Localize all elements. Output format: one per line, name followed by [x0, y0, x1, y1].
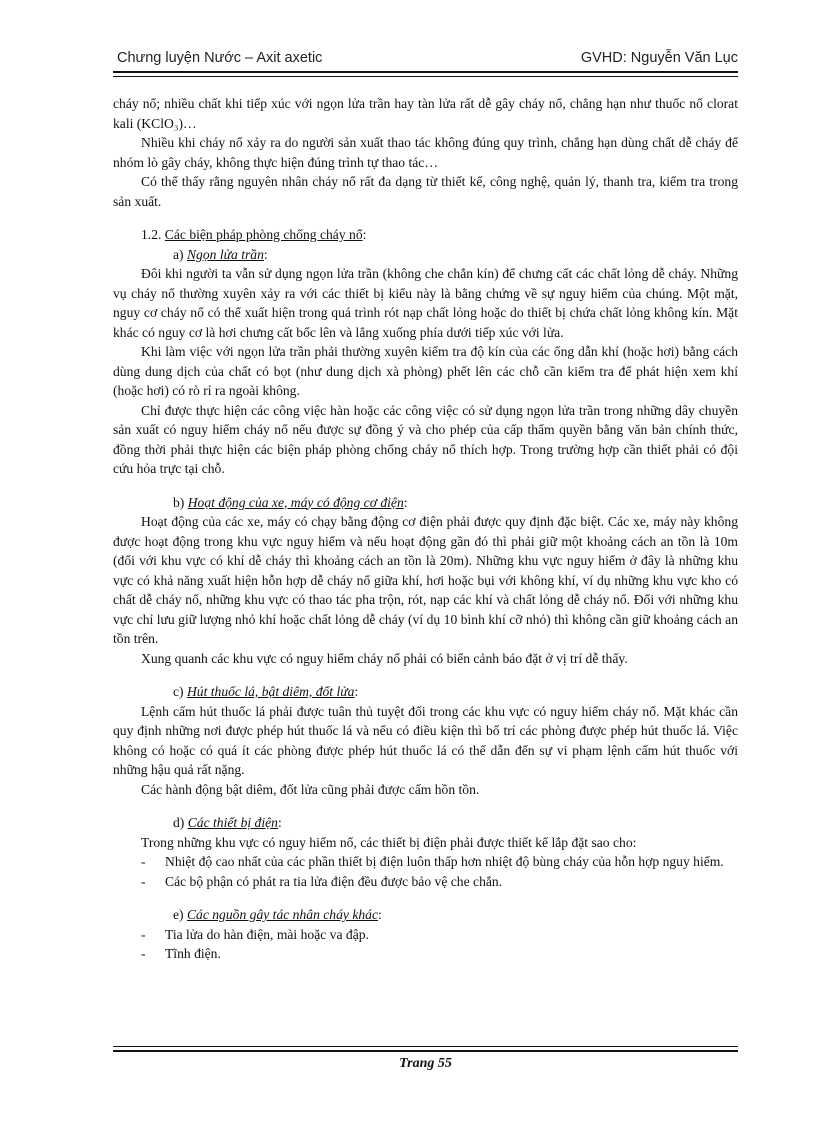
subheading-b-letter: b) — [173, 494, 185, 510]
subheading-c-colon: : — [354, 684, 359, 699]
bullet-text: Các bộ phận có phát ra tia lửa điện đều được bảo vệ che chắn. — [165, 873, 503, 889]
paragraph-d-1: Trong những khu vực có nguy hiểm nổ, các thiết bị điện phải được thiết kế lắp đặt sao cho: — [141, 834, 637, 850]
header-rule-thin — [113, 76, 738, 77]
paragraph-a-3: Chỉ được thực hiện các công việc hàn hoặc các công việc có sử dụng ngọn lửa trần trong những dây chuyền sản xuất có nguy hiểm cháy nổ nếu được sự đồng ý và cho phép của cấp thẩm quyền bằng văn bản chính thức, đồng thời phải thực hiện các biện pháp phòng chống cháy nổ thích hợp. Trong trường hợp cần thiết phải có đội cứu hỏa trực tại chỗ. — [113, 402, 738, 476]
bullet-dash: - — [141, 873, 146, 889]
subheading-c-title: Hút thuốc lá, bật diêm, đốt lửa — [186, 684, 355, 699]
section-colon: : — [362, 227, 367, 242]
paragraph-a-1: Đôi khi người ta vẫn sử dụng ngọn lửa trần (không che chắn kín) để chưng cất các chất lỏng dễ cháy. Những vụ cháy nổ thường xuyên xảy ra với các thiết bị kiểu này là bằng chứng về sự nguy hiểm của chúng. Một mặt, nguy cơ cháy nổ có thể xuất hiện trong quá trình rót nạp chất lỏng hoặc do thiết bị chứa chất lỏng không kín. Mặt khác có nguy cơ là hơi chưng cất bốc lên và lắng xuống phía dưới tiếp xúc với lửa. — [113, 266, 738, 340]
section-number: 1.2. — [141, 227, 162, 242]
page-header — [113, 48, 738, 70]
footer-rule-thick — [113, 1050, 738, 1052]
subheading-a — [113, 245, 738, 265]
subheading-b-colon: : — [403, 494, 408, 510]
section-heading-1-2 — [113, 225, 738, 245]
subheading-a-letter: a) — [173, 246, 184, 262]
paragraph-c-2: Các hành động bật diêm, đốt lửa cũng phải được cấm hồn tồn. — [141, 781, 480, 797]
footer-rule-thin — [113, 1046, 738, 1047]
subheading-b — [113, 493, 738, 513]
list-item — [113, 852, 738, 872]
subheading-e — [113, 905, 738, 925]
subheading-e-letter: e) — [173, 907, 184, 922]
subheading-b-title: Hoạt động của xe, máy có động cơ điện — [187, 494, 404, 510]
paragraph-operator-error: Nhiều khi cháy nổ xảy ra do người sản xuất thao tác không đúng quy trình, chẳng hạn dùng chất dễ cháy để nhóm lò gây cháy, không thực hiện đúng trình tự thao tác… — [113, 135, 738, 170]
section-title: Các biện pháp phòng chống cháy nổ — [164, 227, 363, 242]
page-body — [113, 94, 738, 964]
bullet-dash: - — [141, 926, 146, 942]
subheading-a-title: Ngọn lửa trần — [186, 246, 264, 262]
subheading-e-colon: : — [378, 907, 382, 922]
bullet-text: Tia lửa do hàn điện, mài hoặc va đập. — [165, 926, 369, 942]
subheading-d-letter: d) — [173, 815, 185, 830]
subheading-d-title: Các thiết bị điện — [187, 815, 278, 830]
page-number: Trang 55 — [399, 1056, 452, 1071]
subheading-a-colon: : — [263, 246, 268, 262]
paragraph-b-1: Hoạt động của các xe, máy có chạy bằng động cơ điện phải được quy định đặc biệt. Các xe, máy này không được hoạt động trong khu vực nguy hiểm và nếu hoạt động gần đó thì phải giữ một khoảng cách an tồn là 10m (đối với khu vực có khí dễ cháy thì khoảng cách an tồn là 20m). Những khu vực nguy hiểm ở đây là những khu vực có khả năng xuất hiện hỗn hợp dễ cháy nổ giữa khí, hơi hoặc bụi với không khí, ví dụ những khu vực kho có chất dễ cháy nổ, những khu vực có thao tác pha trộn, rót, nạp các khí và chất lỏng dễ cháy nổ. Đối với những khu vực chỉ lưu giữ lượng nhỏ khí hoặc chất lỏng dễ cháy (ví dụ 10 bình khí cỡ nhỏ) thì không cần giữ khoảng cách an tồn trên. — [113, 514, 738, 646]
list-item — [113, 872, 738, 892]
bullet-dash: - — [141, 946, 146, 961]
paragraph-a-2: Khi làm việc với ngọn lửa trần phải thường xuyên kiểm tra độ kín của các ống dẫn khí (hoặc hơi) bằng cách dùng dung dịch của chất có bọt (như dung dịch xà phòng) phết lên các chỗ cần kiểm tra để phát hiện xem khí (hoặc hơi) có rò rỉ ra ngoài không. — [113, 344, 738, 398]
subheading-e-title: Các nguồn gây tác nhân cháy khác — [186, 907, 378, 922]
bullet-text: Nhiệt độ cao nhất của các phần thiết bị điện luôn thấp hơn nhiệt độ bùng cháy của hỗn hợp nguy hiểm. — [165, 854, 724, 869]
paragraph-b-2: Xung quanh các khu vực có nguy hiểm cháy nổ phải có biển cảnh báo đặt ở vị trí dễ thấy. — [141, 650, 628, 666]
list-item — [113, 925, 738, 945]
paragraph-intro-continued: cháy nổ; nhiều chất khi tiếp xúc với ngọn lửa trần hay tàn lửa rất dễ gây cháy nổ, chẳng hạn như thuốc nổ clorat kali (KClO₃)… — [113, 96, 738, 131]
header-document-title: Chưng luyện Nước – Axit axetic — [117, 50, 323, 66]
paragraph-c-1: Lệnh cấm hút thuốc lá phải được tuân thủ tuyệt đối trong các khu vực có nguy hiểm cháy nổ. Mặt khác cần quy định những nơi được phép hút thuốc lá và nếu có điều kiện thì bố trí các phòng được phép hút thuốc lá. Việc không có hoặc có quá ít các phòng được phép hút thuốc lá có thể dẫn đến sự vi phạm lệnh cấm hút thuốc với những hậu quả rất nặng. — [113, 703, 738, 777]
bullet-dash: - — [141, 854, 146, 869]
list-item — [113, 944, 738, 964]
subheading-d-colon: : — [277, 815, 282, 830]
subheading-c — [113, 682, 738, 702]
subheading-d — [113, 813, 738, 833]
paragraph-causes-summary: Có thể thấy rằng nguyên nhân cháy nổ rất đa dạng từ thiết kế, công nghệ, quản lý, thanh tra, kiểm tra trong sản xuất. — [113, 174, 738, 209]
header-supervisor: GVHD: Nguyễn Văn Lục — [580, 50, 738, 66]
subheading-c-letter: c) — [173, 684, 184, 699]
header-rule-thick — [113, 71, 738, 73]
bullet-text: Tĩnh điện. — [165, 946, 221, 961]
